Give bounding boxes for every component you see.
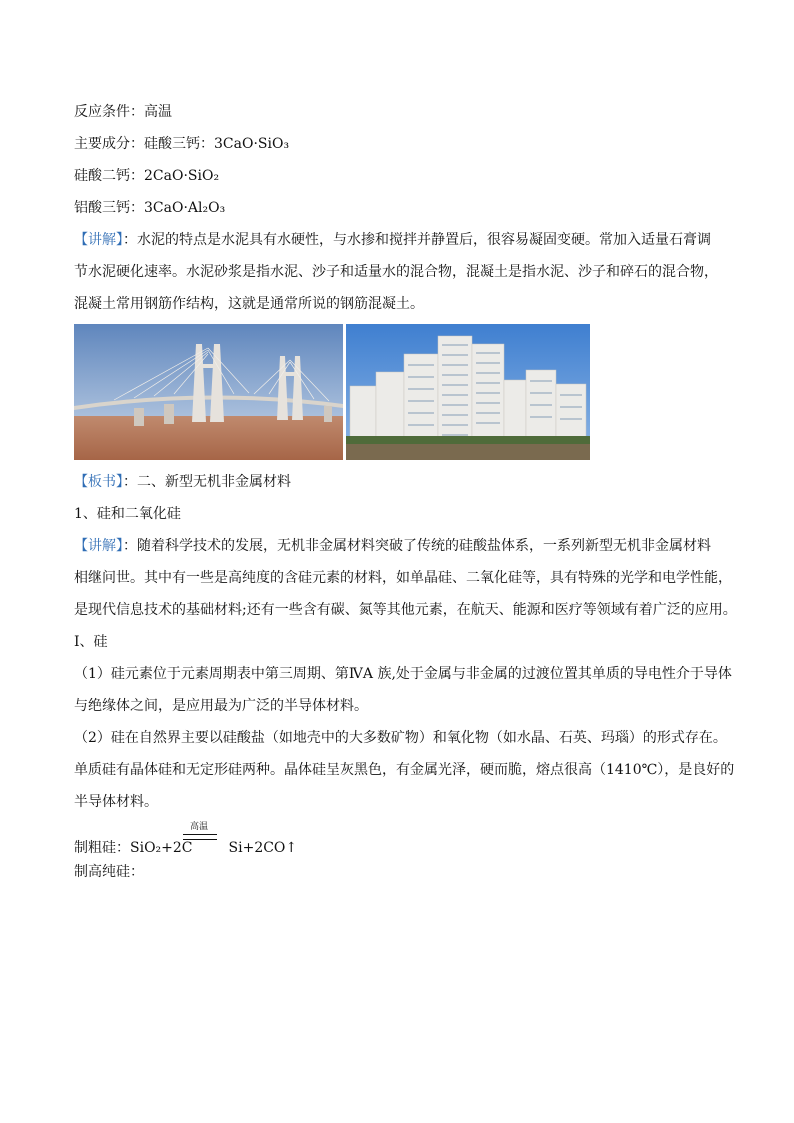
pure-si-line: 制高纯硅： <box>74 864 144 880</box>
crude-si-products: Si+2CO↑ <box>228 840 298 856</box>
main-components-prefix: 主要成分：硅酸三钙： <box>74 136 214 152</box>
tricalcium-aluminate-line <box>74 198 225 218</box>
bridge-image <box>74 324 343 460</box>
section1-title: 1、硅和二氧化硅 <box>74 506 181 522</box>
dicalcium-silicate-label: 硅酸二钙： <box>74 168 144 184</box>
tricalcium-aluminate-label: 铝酸三钙： <box>74 200 144 216</box>
reaction-condition-line: 反应条件：高温 <box>74 104 172 120</box>
point2-line2: 单质硅有晶体硅和无定形硅两种。晶体硅呈灰黑色，有金属光泽，硬而脆，熔点很高（1410℃），是良好的 <box>74 762 735 778</box>
lecture-tag: 【讲解】 <box>74 232 123 248</box>
dicalcium-silicate-line <box>74 166 219 186</box>
board-text: ：二、新型无机非金属材料 <box>123 474 291 490</box>
point1-line1: （1）硅元素位于元素周期表中第三周期、第ⅣA 族,处于金属与非金属的过渡位置其单质的导电性介于导体 <box>74 666 732 682</box>
crude-si-reactants: SiO₂+2C <box>130 840 193 856</box>
point2-line3: 半导体材料。 <box>74 794 158 810</box>
city-image <box>346 324 590 460</box>
tricalcium-silicate-formula: 3CaO·SiO₃ <box>214 136 290 152</box>
crude-si-label: 制粗硅： <box>74 840 130 856</box>
board-tag: 【板书】 <box>74 474 123 490</box>
lecture1-line3: 混凝土常用钢筋作结构，这就是通常所说的钢筋混凝土。 <box>74 296 424 312</box>
lecture1-line2: 节水泥硬化速率。水泥砂浆是指水泥、沙子和适量水的混合物，混凝土是指水泥、沙子和碎石的混合物， <box>74 264 718 280</box>
lecture1-line1 <box>74 230 711 250</box>
crude-si-line <box>74 838 297 858</box>
lecture2-line3: 是现代信息技术的基础材料;还有一些含有碳、氮等其他元素，在航天、能源和医疗等领域有着广泛的应用。 <box>74 602 737 618</box>
bridge-photo <box>74 324 343 460</box>
subsection-title: I、硅 <box>74 634 108 650</box>
lecture2-line1 <box>74 536 711 556</box>
lecture-tag-2: 【讲解】 <box>74 538 123 554</box>
main-components-line <box>74 134 289 154</box>
dicalcium-silicate-formula: 2CaO·SiO₂ <box>144 168 220 184</box>
lecture2-text1: ：随着科学技术的发展，无机非金属材料突破了传统的硅酸盐体系，一系列新型无机非金属材料 <box>123 538 711 554</box>
tricalcium-aluminate-formula: 3CaO·Al₂O₃ <box>144 200 226 216</box>
lecture1-text1: ：水泥的特点是水泥具有水硬性，与水掺和搅拌并静置后，很容易凝固变硬。常加入适量石膏调 <box>123 232 711 248</box>
crude-si-condition: 高温 <box>190 822 209 832</box>
city-photo <box>346 324 590 460</box>
lecture2-line2: 相继问世。其中有一些是高纯度的含硅元素的材料，如单晶硅、二氧化硅等，具有特殊的光学和电学性能， <box>74 570 732 586</box>
point2-line1: （2）硅在自然界主要以硅酸盐（如地壳中的大多数矿物）和氧化物（如水晶、石英、玛瑙）的形式存在。 <box>74 730 727 746</box>
point1-line2: 与绝缘体之间，是应用最为广泛的半导体材料。 <box>74 698 368 714</box>
board-line <box>74 472 291 492</box>
